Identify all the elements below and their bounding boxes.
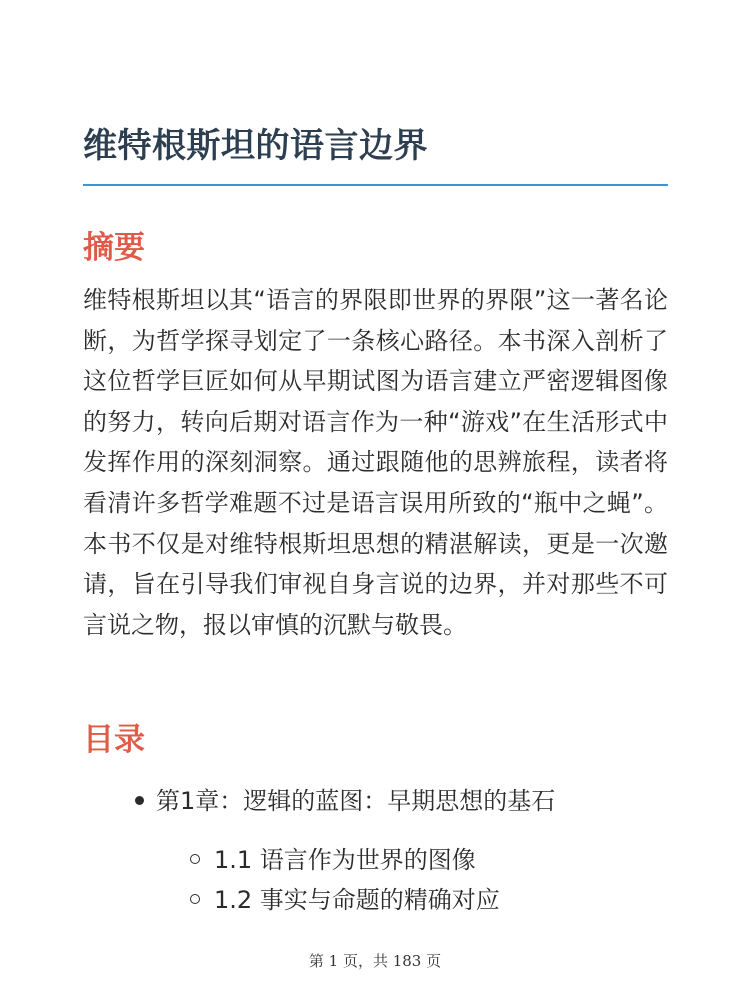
- toc-section-label: 1.1 语言作为世界的图像: [214, 846, 476, 874]
- document-title: 维特根斯坦的语言边界: [83, 126, 428, 166]
- bullet-dot-icon: [135, 796, 144, 805]
- toc-chapter-label: 第1章：逻辑的蓝图：早期思想的基石: [156, 787, 556, 815]
- bullet-circle-icon: [190, 894, 200, 904]
- toc-heading: 目录: [83, 722, 145, 758]
- page-footer: 第 1 页，共 183 页: [308, 952, 442, 970]
- abstract-paragraph: 维特根斯坦以其“语言的界限即世界的界限”这一著名论断，为哲学探寻划定了一条核心路径。本书深入剖析了这位哲学巨匠如何从早期试图为语言建立严密逻辑图像的努力，转向后期对语言作为一种“游戏”在生活形式中发挥作用的深刻洞察。通过跟随他的思辨旅程，读者将看清许多哲学难题不过是语言误用所致的“瓶中之蝇”。本书不仅是对维特根斯坦思想的精湛解读，更是一次邀请，旨在引导我们审视自身言说的边界，并对那些不可言说之物，报以审慎的沉默与敬畏。: [83, 286, 668, 639]
- toc-chapter-1[interactable]: [135, 781, 555, 816]
- toc-section-1-1[interactable]: [190, 840, 476, 875]
- bullet-circle-icon: [190, 854, 200, 864]
- title-divider: [83, 184, 668, 186]
- abstract-heading: 摘要: [83, 230, 145, 266]
- toc-section-label: 1.2 事实与命题的精确对应: [214, 886, 500, 914]
- toc-section-1-2[interactable]: [190, 880, 500, 915]
